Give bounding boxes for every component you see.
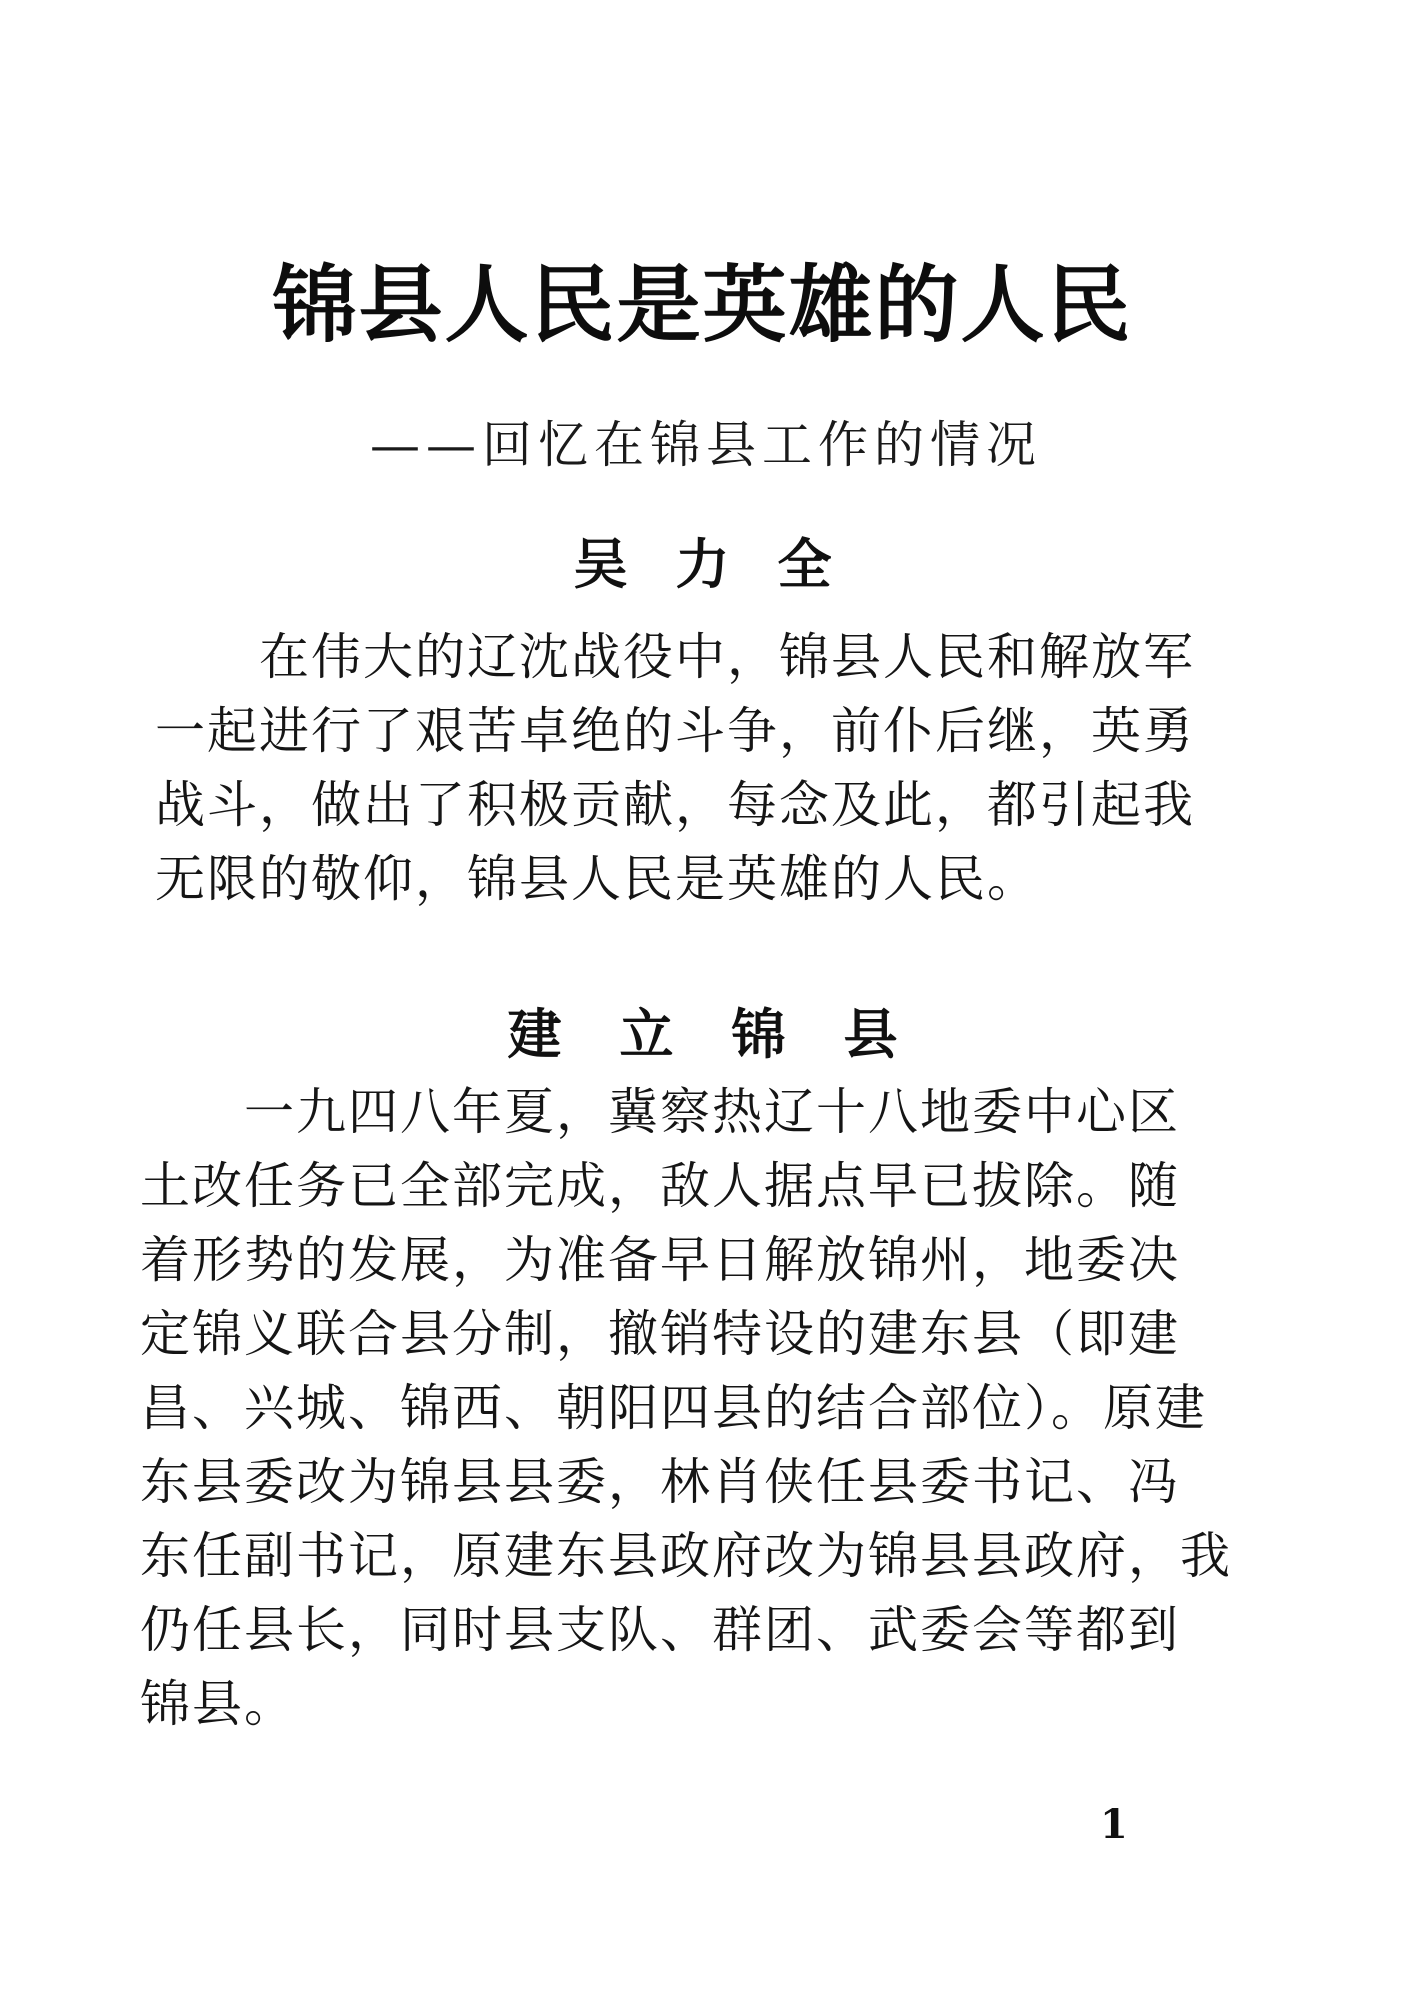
- paragraph-line: 锦县。: [140, 1675, 296, 1733]
- paragraph-line: 无限的敬仰，锦县人民是英雄的人民。: [155, 850, 1039, 908]
- article-title: 锦县人民是英雄的人民: [272, 256, 1133, 354]
- page-number: 1: [1100, 1801, 1128, 1848]
- author-name: 吴力全: [573, 533, 880, 596]
- paragraph-line: 东县委改为锦县县委，林肖侠任县委书记、冯: [140, 1453, 1180, 1511]
- paragraph-line: 东任副书记，原建东县政府改为锦县县政府，我: [140, 1527, 1232, 1585]
- paragraph-line: 在伟大的辽沈战役中，锦县人民和解放军: [155, 628, 1195, 686]
- paragraph-line: 一起进行了艰苦卓绝的斗争，前仆后继，英勇: [155, 702, 1195, 760]
- paragraph-line: 土改任务已全部完成，敌人据点早已拔除。随: [140, 1157, 1180, 1215]
- section-heading: 建立锦县: [507, 1003, 956, 1066]
- paragraph-line: 昌、兴城、锦西、朝阳四县的结合部位）。原建: [140, 1379, 1207, 1437]
- paragraph-line: 战斗，做出了积极贡献，每念及此，都引起我: [155, 776, 1195, 834]
- paragraph-line: 仍任县长，同时县支队、群团、武委会等都到: [140, 1601, 1180, 1659]
- paragraph-line: 着形势的发展，为准备早日解放锦州，地委决: [140, 1231, 1180, 1289]
- intro-paragraph: [155, 620, 1245, 916]
- paragraph-line: 一九四八年夏，冀察热辽十八地委中心区: [140, 1083, 1180, 1141]
- section-paragraph: [140, 1075, 1235, 1741]
- paragraph-line: 定锦义联合县分制，撤销特设的建东县（即建: [140, 1305, 1180, 1363]
- article-subtitle: ——回忆在锦县工作的情况: [370, 416, 1042, 474]
